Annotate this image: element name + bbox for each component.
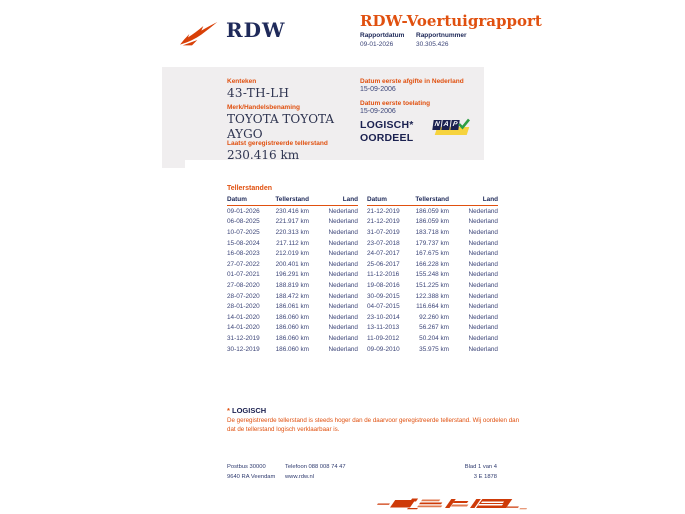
report-number-label: Rapportnummer — [416, 32, 467, 39]
cell-tellerstand: 122.388 km — [415, 292, 449, 300]
table-row — [227, 291, 358, 302]
cell-land: Nederland — [328, 345, 358, 353]
cell-tellerstand: 186.060 km — [275, 345, 309, 353]
asterisk: * — [227, 406, 230, 415]
cell-datum: 19-08-2016 — [367, 281, 400, 289]
table-row — [227, 248, 358, 259]
afgifte-label: Datum eerste afgifte in Nederland — [360, 78, 464, 85]
nap-check-icon — [457, 118, 471, 130]
cell-tellerstand: 56.267 km — [419, 324, 449, 332]
cell-land: Nederland — [328, 324, 358, 332]
cell-tellerstand: 167.675 km — [415, 250, 449, 258]
cell-datum: 11-09-2012 — [367, 334, 400, 342]
cell-datum: 31-12-2019 — [227, 334, 260, 342]
footer-address-line1: Postbus 30000 — [227, 464, 266, 470]
table-row — [227, 344, 358, 355]
cell-tellerstand: 196.291 km — [275, 271, 309, 279]
cell-tellerstand: 116.664 km — [416, 303, 449, 311]
cell-land: Nederland — [328, 260, 358, 268]
footnote-line2: dat de tellerstand logisch verklaarbaar is. — [227, 426, 340, 433]
cell-datum: 21-12-2019 — [367, 218, 400, 226]
cell-tellerstand: 217.112 km — [276, 239, 309, 247]
page-title: RDW-Voertuigrapport — [360, 12, 542, 30]
oordeel-text — [360, 119, 414, 145]
cell-tellerstand: 188.472 km — [275, 292, 309, 300]
cell-land: Nederland — [468, 313, 498, 321]
cell-datum: 25-06-2017 — [367, 260, 400, 268]
table-row — [367, 270, 498, 281]
report-date-value: 09-01-2026 — [360, 41, 394, 48]
merk-label: Merk/Handelsbenaming — [227, 104, 300, 111]
rdw-wing-icon — [178, 20, 222, 48]
cell-land: Nederland — [468, 281, 498, 289]
table-row — [367, 323, 498, 334]
toelating-label: Datum eerste toelating — [360, 100, 431, 107]
table-row — [367, 291, 498, 302]
cell-datum: 11-12-2016 — [367, 271, 400, 279]
cell-tellerstand: 35.975 km — [419, 345, 449, 353]
footer-phone: Telefoon 088 008 74 47 — [285, 464, 346, 470]
nap-letter-p: P — [452, 121, 458, 128]
oordeel-line2: OORDEEL — [360, 132, 414, 144]
table-row — [227, 333, 358, 344]
table-row — [227, 301, 358, 312]
table-row — [227, 227, 358, 238]
footer-website-link[interactable]: www.rdw.nl — [285, 474, 314, 480]
table-row — [367, 238, 498, 249]
cell-land: Nederland — [468, 250, 498, 258]
table-header — [227, 196, 358, 206]
cell-land: Nederland — [468, 303, 498, 311]
cell-datum: 01-07-2021 — [227, 271, 260, 279]
cell-datum: 28-07-2020 — [227, 292, 260, 300]
cell-tellerstand: 92.260 km — [419, 313, 449, 321]
report-number-value: 30.305.426 — [416, 41, 449, 48]
tellerstanden-table-left — [227, 196, 358, 354]
cell-tellerstand: 186.060 km — [275, 313, 309, 321]
cell-land: Nederland — [468, 324, 498, 332]
cell-land: Nederland — [328, 271, 358, 279]
table-row — [227, 259, 358, 270]
laatste-tellerstand-value: 230.416 km — [227, 148, 300, 162]
cell-datum: 15-08-2024 — [227, 239, 260, 247]
logisch-footnote-title — [227, 406, 266, 415]
cell-land: Nederland — [328, 207, 358, 215]
cell-datum: 27-07-2022 — [227, 260, 260, 268]
cell-datum: 28-01-2020 — [227, 303, 260, 311]
table-row — [227, 280, 358, 291]
nap-logo — [433, 120, 473, 138]
table-row — [367, 259, 498, 270]
rdw-speed-stripes-graphic — [377, 497, 527, 511]
tellerstanden-title: Tellerstanden — [227, 185, 272, 192]
table-row — [227, 206, 358, 217]
tellerstanden-table-right — [367, 196, 498, 354]
cell-land: Nederland — [468, 228, 498, 236]
kenteken-label: Kenteken — [227, 78, 257, 85]
cell-datum: 21-12-2019 — [367, 207, 400, 215]
cell-tellerstand: 151.225 km — [415, 281, 449, 289]
col-tellerstand: Tellerstand — [415, 196, 449, 203]
cell-datum: 14-01-2020 — [227, 324, 260, 332]
cell-land: Nederland — [328, 292, 358, 300]
cell-tellerstand: 186.061 km — [275, 303, 309, 311]
cell-tellerstand: 186.059 km — [415, 207, 449, 215]
cell-tellerstand: 50.204 km — [419, 334, 449, 342]
cell-land: Nederland — [468, 271, 498, 279]
cell-land: Nederland — [468, 239, 498, 247]
footnote-line1: De geregistreerde tellerstand is steeds hoger dan de daarvoor geregistreerde tellerstand. Wij oordelen dan — [227, 417, 520, 424]
cell-tellerstand: 179.737 km — [415, 239, 449, 247]
nap-letter-a: A — [443, 121, 450, 128]
cell-datum: 09-01-2026 — [227, 207, 260, 215]
cell-tellerstand: 188.819 km — [275, 281, 309, 289]
table-header — [367, 196, 498, 206]
cell-tellerstand: 212.019 km — [275, 250, 309, 258]
cell-datum: 27-08-2020 — [227, 281, 260, 289]
cell-datum: 16-08-2023 — [227, 250, 260, 258]
cell-land: Nederland — [468, 218, 498, 226]
cell-datum: 09-09-2010 — [367, 345, 400, 353]
cell-land: Nederland — [468, 260, 498, 268]
cell-tellerstand: 230.416 km — [275, 207, 309, 215]
table-row — [367, 301, 498, 312]
table-row — [367, 280, 498, 291]
cell-tellerstand: 155.248 km — [415, 271, 449, 279]
cell-land: Nederland — [328, 303, 358, 311]
cell-tellerstand: 186.060 km — [275, 334, 309, 342]
footnote-title-text: LOGISCH — [229, 406, 267, 415]
cell-land: Nederland — [468, 207, 498, 215]
col-tellerstand: Tellerstand — [275, 196, 309, 203]
cell-datum: 24-07-2017 — [367, 250, 400, 258]
cell-tellerstand: 183.718 km — [415, 228, 449, 236]
cell-datum: 10-07-2025 — [227, 228, 260, 236]
cell-tellerstand: 186.060 km — [275, 324, 309, 332]
footer-address-line2: 9640 RA Veendam — [227, 474, 276, 480]
table-row — [367, 227, 498, 238]
cell-land: Nederland — [468, 292, 498, 300]
cell-tellerstand: 186.059 km — [415, 218, 449, 226]
kenteken-value: 43-TH-LH — [227, 86, 290, 100]
rdw-logo — [178, 16, 288, 50]
rdw-logo-text: RDW — [226, 18, 286, 42]
cell-tellerstand: 220.313 km — [275, 228, 309, 236]
table-row — [227, 312, 358, 323]
cell-datum: 13-11-2013 — [367, 324, 400, 332]
cell-tellerstand: 166.228 km — [415, 260, 449, 268]
cell-datum: 04-07-2015 — [367, 303, 400, 311]
merk-value: TOYOTA TOYOTA AYGO — [227, 112, 335, 141]
cell-datum: 23-10-2014 — [367, 313, 400, 321]
cell-land: Nederland — [468, 345, 498, 353]
toelating-value: 15-09-2006 — [360, 108, 396, 115]
cell-datum: 14-01-2020 — [227, 313, 260, 321]
cell-datum: 30-12-2019 — [227, 345, 260, 353]
col-datum: Datum — [227, 196, 247, 203]
report-date-label: Rapportdatum — [360, 32, 405, 39]
table-row — [367, 206, 498, 217]
cell-land: Nederland — [328, 313, 358, 321]
table-row — [227, 323, 358, 334]
table-row — [227, 238, 358, 249]
table-row — [227, 217, 358, 228]
table-row — [367, 217, 498, 228]
cell-tellerstand: 221.917 km — [275, 218, 309, 226]
cell-land: Nederland — [328, 281, 358, 289]
footer-form-code: 3 E 1878 — [473, 474, 497, 480]
table-row — [227, 270, 358, 281]
nap-letter-n: N — [434, 121, 441, 128]
cell-datum: 06-08-2025 — [227, 218, 260, 226]
cell-datum: 30-09-2015 — [367, 292, 400, 300]
cell-tellerstand: 200.401 km — [275, 260, 309, 268]
cell-land: Nederland — [468, 334, 498, 342]
cell-land: Nederland — [328, 228, 358, 236]
cell-datum: 31-07-2019 — [367, 228, 400, 236]
cell-land: Nederland — [328, 334, 358, 342]
cell-land: Nederland — [328, 250, 358, 258]
col-datum: Datum — [367, 196, 387, 203]
col-land: Land — [342, 196, 358, 203]
laatste-tellerstand-label: Laatst geregistreerde tellerstand — [227, 140, 328, 147]
col-land: Land — [482, 196, 498, 203]
afgifte-value: 15-09-2006 — [360, 86, 396, 93]
cell-land: Nederland — [328, 218, 358, 226]
table-row — [367, 312, 498, 323]
table-row — [367, 333, 498, 344]
oordeel-line1: LOGISCH* — [360, 119, 414, 131]
cell-datum: 23-07-2018 — [367, 239, 400, 247]
vehicle-info-box — [162, 67, 484, 160]
table-row — [367, 248, 498, 259]
table-row — [367, 344, 498, 355]
footer-page-number: Blad 1 van 4 — [464, 464, 497, 470]
cell-land: Nederland — [328, 239, 358, 247]
